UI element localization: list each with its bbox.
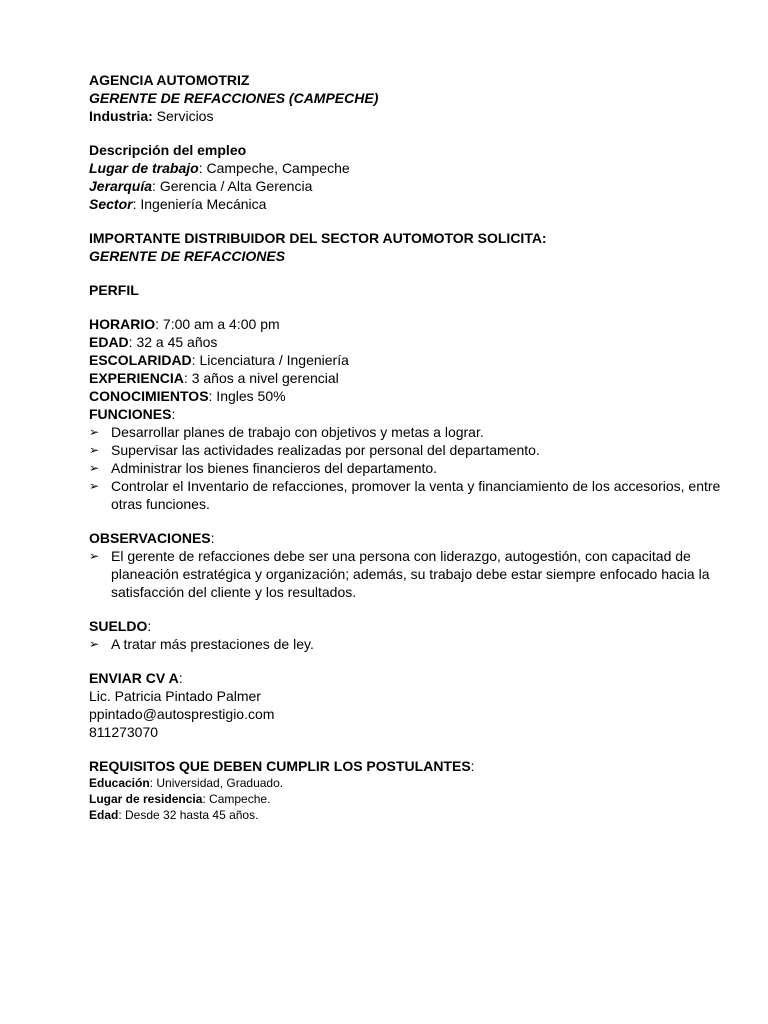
list-item [89,547,729,601]
location-label: Lugar de trabajo [89,160,199,176]
requirement-education-line [89,775,729,791]
salary-text: A tratar más prestaciones de ley. [111,636,314,652]
function-text: Supervisar las actividades realizadas por personal del departamento. [111,442,540,458]
hierarchy-value: : Gerencia / Alta Gerencia [152,178,313,194]
job-position-title: GERENTE DE REFACCIONES (CAMPECHE) [89,90,379,106]
knowledge-label: CONOCIMIENTOS [89,388,209,404]
education-line [89,351,729,369]
spacer [89,213,729,229]
function-text: Desarrollar planes de trabajo con objetivos y metas a lograr. [111,424,484,440]
function-text: Controlar el Inventario de refacciones, promover la venta y financiamiento de los accesorios, entre otras funciones. [111,478,721,512]
contact-phone: 811273070 [89,724,159,740]
spacer [89,653,729,669]
contact-heading-line [89,669,729,687]
salary-colon: : [147,618,152,634]
location-value: : Campeche, Campeche [198,160,350,176]
requirement-residence-line [89,791,729,807]
requirement-residence-label: Lugar de residencia [89,792,203,806]
hierarchy-line [89,177,729,195]
observation-text: El gerente de refacciones debe ser una persona con liderazgo, autogestión, con capacitad de planeación estratégica y organización; además, su trabajo debe estar siempre enfocado hacia la satisfacción del cliente y los resultados. [111,548,710,600]
requirements-heading-line [89,757,729,775]
schedule-value: : 7:00 am a 4:00 pm [155,316,280,332]
salary-heading-line [89,617,729,635]
knowledge-line [89,387,729,405]
salary-list [89,635,729,653]
hierarchy-label: Jerarquía [89,178,153,194]
function-text: Administrar los bienes financieros del departamento. [111,460,438,476]
arrow-bullet-icon: ➢ [89,637,100,651]
contact-heading: ENVIAR CV A [89,670,179,686]
schedule-label: HORARIO [89,316,156,332]
spacer [89,601,729,617]
observations-list [89,547,729,601]
requirement-residence-value: : Campeche. [202,792,271,806]
list-item [89,635,729,653]
knowledge-value: : Ingles 50% [208,388,286,404]
requirement-education-label: Educación [89,776,150,790]
experience-label: EXPERIENCIA [89,370,184,386]
arrow-bullet-icon: ➢ [89,425,100,439]
announcement-title: IMPORTANTE DISTRIBUIDOR DEL SECTOR AUTOMOTOR SOLICITA: [89,230,547,246]
arrow-bullet-icon: ➢ [89,461,100,475]
spacer [89,741,729,757]
sector-label: Sector [89,196,133,212]
profile-heading: PERFIL [89,282,139,298]
job-posting-document [89,71,729,823]
age-line [89,333,729,351]
company-name: AGENCIA AUTOMOTRIZ [89,72,250,88]
list-item [89,477,729,513]
requirement-age-value: : Desde 32 hasta 45 años. [118,808,259,822]
observations-heading-line [89,529,729,547]
education-value: : Licenciatura / Ingeniería [191,352,349,368]
list-item [89,459,729,477]
contact-name: Lic. Patricia Pintado Palmer [89,688,261,704]
requirements-colon: : [470,758,475,774]
announcement-subtitle: GERENTE DE REFACCIONES [89,248,286,264]
list-item [89,423,729,441]
sector-line [89,195,729,213]
industry-value: Servicios [152,108,214,124]
arrow-bullet-icon: ➢ [89,479,100,493]
experience-value: : 3 años a nivel gerencial [183,370,339,386]
arrow-bullet-icon: ➢ [89,549,100,563]
spacer [89,299,729,315]
sector-value: : Ingeniería Mecánica [132,196,267,212]
industry-label: Industria: [89,108,153,124]
list-item [89,441,729,459]
industry-line [89,107,729,125]
functions-list [89,423,729,513]
schedule-line [89,315,729,333]
functions-line [89,405,729,423]
observations-heading: OBSERVACIONES [89,530,211,546]
contact-colon: : [178,670,183,686]
requirement-age-label: Edad [89,808,119,822]
age-label: EDAD [89,334,129,350]
requirement-education-value: : Universidad, Graduado. [149,776,284,790]
spacer [89,265,729,281]
experience-line [89,369,729,387]
education-label: ESCOLARIDAD [89,352,192,368]
contact-email: ppintado@autosprestigio.com [89,706,275,722]
functions-colon: : [171,406,176,422]
requirements-heading: REQUISITOS QUE DEBEN CUMPLIR LOS POSTULANTES [89,758,471,774]
functions-label: FUNCIONES [89,406,172,422]
spacer [89,125,729,141]
observations-colon: : [210,530,215,546]
salary-heading: SUELDO [89,618,148,634]
spacer [89,513,729,529]
arrow-bullet-icon: ➢ [89,443,100,457]
age-value: : 32 a 45 años [128,334,218,350]
location-line [89,159,729,177]
requirement-age-line [89,807,729,823]
description-heading: Descripción del empleo [89,142,247,158]
